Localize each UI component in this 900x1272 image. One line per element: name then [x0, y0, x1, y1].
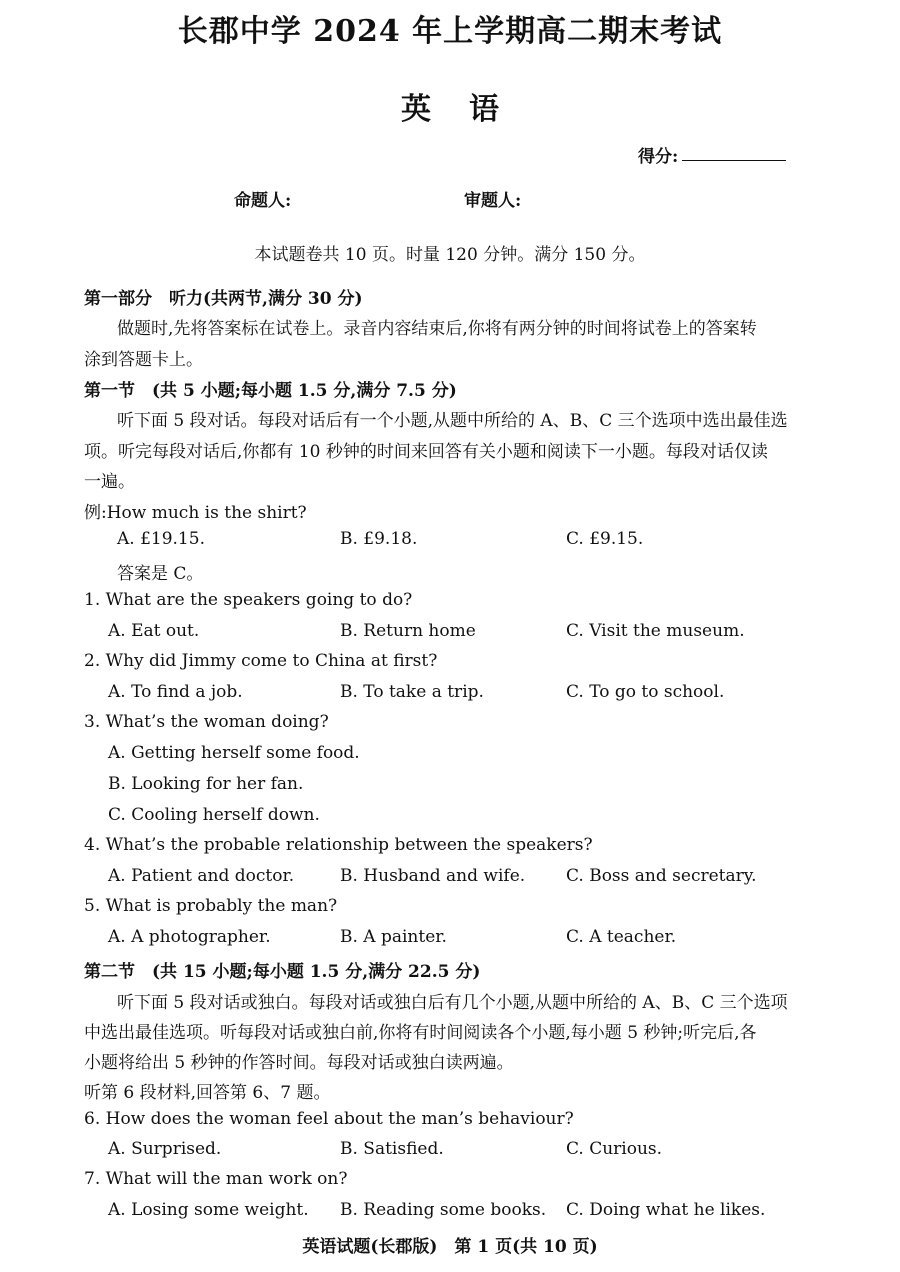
- example-option-a: A. £19.15.: [117, 529, 205, 549]
- score-label: 得分:: [638, 147, 679, 167]
- question-5: 5. What is probably the man?: [84, 896, 338, 916]
- q5-option-c: C. A teacher.: [566, 927, 677, 947]
- setter-label: 命题人:: [234, 191, 292, 211]
- q5-option-a: A. A photographer.: [108, 927, 271, 947]
- q4-option-a: A. Patient and doctor.: [108, 866, 295, 886]
- score-blank: [682, 160, 786, 161]
- q1-option-a: A. Eat out.: [108, 621, 200, 641]
- section2-instruction-line1: 听下面 5 段对话或独白。每段对话或独白后有几个小题,从题中所给的 A、B、C 三个选项: [117, 993, 788, 1013]
- q3-option-a: A. Getting herself some food.: [108, 743, 360, 763]
- example-answer: 答案是 C。: [117, 564, 204, 584]
- question-4: 4. What’s the probable relationship between the speakers?: [84, 835, 593, 855]
- question-1: 1. What are the speakers going to do?: [84, 590, 413, 610]
- q5-option-b: B. A painter.: [340, 927, 447, 947]
- question-7: 7. What will the man work on?: [84, 1169, 348, 1189]
- q4-option-b: B. Husband and wife.: [340, 866, 526, 886]
- question-2: 2. Why did Jimmy come to China at first?: [84, 651, 438, 671]
- section1-heading: 第一节 (共 5 小题;每小题 1.5 分,满分 7.5 分): [84, 381, 457, 401]
- exam-title: 长郡中学 2024 年上学期高二期末考试: [177, 14, 723, 49]
- q2-option-a: A. To find a job.: [108, 682, 243, 702]
- subject-title: 英语: [401, 92, 537, 127]
- section1-instruction-line1: 听下面 5 段对话。每段对话后有一个小题,从题中所给的 A、B、C 三个选项中选出最佳选: [117, 411, 788, 431]
- q6-option-a: A. Surprised.: [108, 1139, 222, 1159]
- example-option-c: C. £9.15.: [566, 529, 644, 549]
- q7-option-c: C. Doing what he likes.: [566, 1200, 766, 1220]
- reviewer-label: 审题人:: [464, 191, 522, 211]
- example-option-b: B. £9.18.: [340, 529, 418, 549]
- section1-instruction-line2: 项。听完每段对话后,你都有 10 秒钟的时间来回答有关小题和阅读下一小题。每段对话仅读: [84, 442, 768, 462]
- q1-option-b: B. Return home: [340, 621, 476, 641]
- q3-option-b: B. Looking for her fan.: [108, 774, 304, 794]
- section2-instruction-line2: 中选出最佳选项。听每段对话或独白前,你将有时间阅读各个小题,每小题 5 秒钟;听完后,各: [84, 1023, 757, 1043]
- q1-option-c: C. Visit the museum.: [566, 621, 745, 641]
- section2-heading: 第二节 (共 15 小题;每小题 1.5 分,满分 22.5 分): [84, 962, 481, 982]
- q2-option-c: C. To go to school.: [566, 682, 725, 702]
- example-question: 例:How much is the shirt?: [84, 503, 307, 523]
- material-6-note: 听第 6 段材料,回答第 6、7 题。: [84, 1083, 331, 1103]
- q7-option-a: A. Losing some weight.: [108, 1200, 309, 1220]
- section1-instruction-line3: 一遍。: [84, 472, 135, 492]
- exam-info: 本试题卷共 10 页。时量 120 分钟。满分 150 分。: [254, 245, 646, 265]
- question-3: 3. What’s the woman doing?: [84, 712, 329, 732]
- part1-instruction-line1: 做题时,先将答案标在试卷上。录音内容结束后,你将有两分钟的时间将试卷上的答案转: [117, 319, 757, 339]
- q6-option-c: C. Curious.: [566, 1139, 663, 1159]
- q4-option-c: C. Boss and secretary.: [566, 866, 757, 886]
- question-6: 6. How does the woman feel about the man’s behaviour?: [84, 1109, 574, 1129]
- page-footer: 英语试题(长郡版) 第 1 页(共 10 页): [302, 1237, 598, 1257]
- part1-heading: 第一部分 听力(共两节,满分 30 分): [84, 289, 363, 309]
- q2-option-b: B. To take a trip.: [340, 682, 484, 702]
- q7-option-b: B. Reading some books.: [340, 1200, 547, 1220]
- q6-option-b: B. Satisfied.: [340, 1139, 444, 1159]
- section2-instruction-line3: 小题将给出 5 秒钟的作答时间。每段对话或独白读两遍。: [84, 1053, 514, 1073]
- part1-instruction-line2: 涂到答题卡上。: [84, 350, 203, 370]
- q3-option-c: C. Cooling herself down.: [108, 805, 320, 825]
